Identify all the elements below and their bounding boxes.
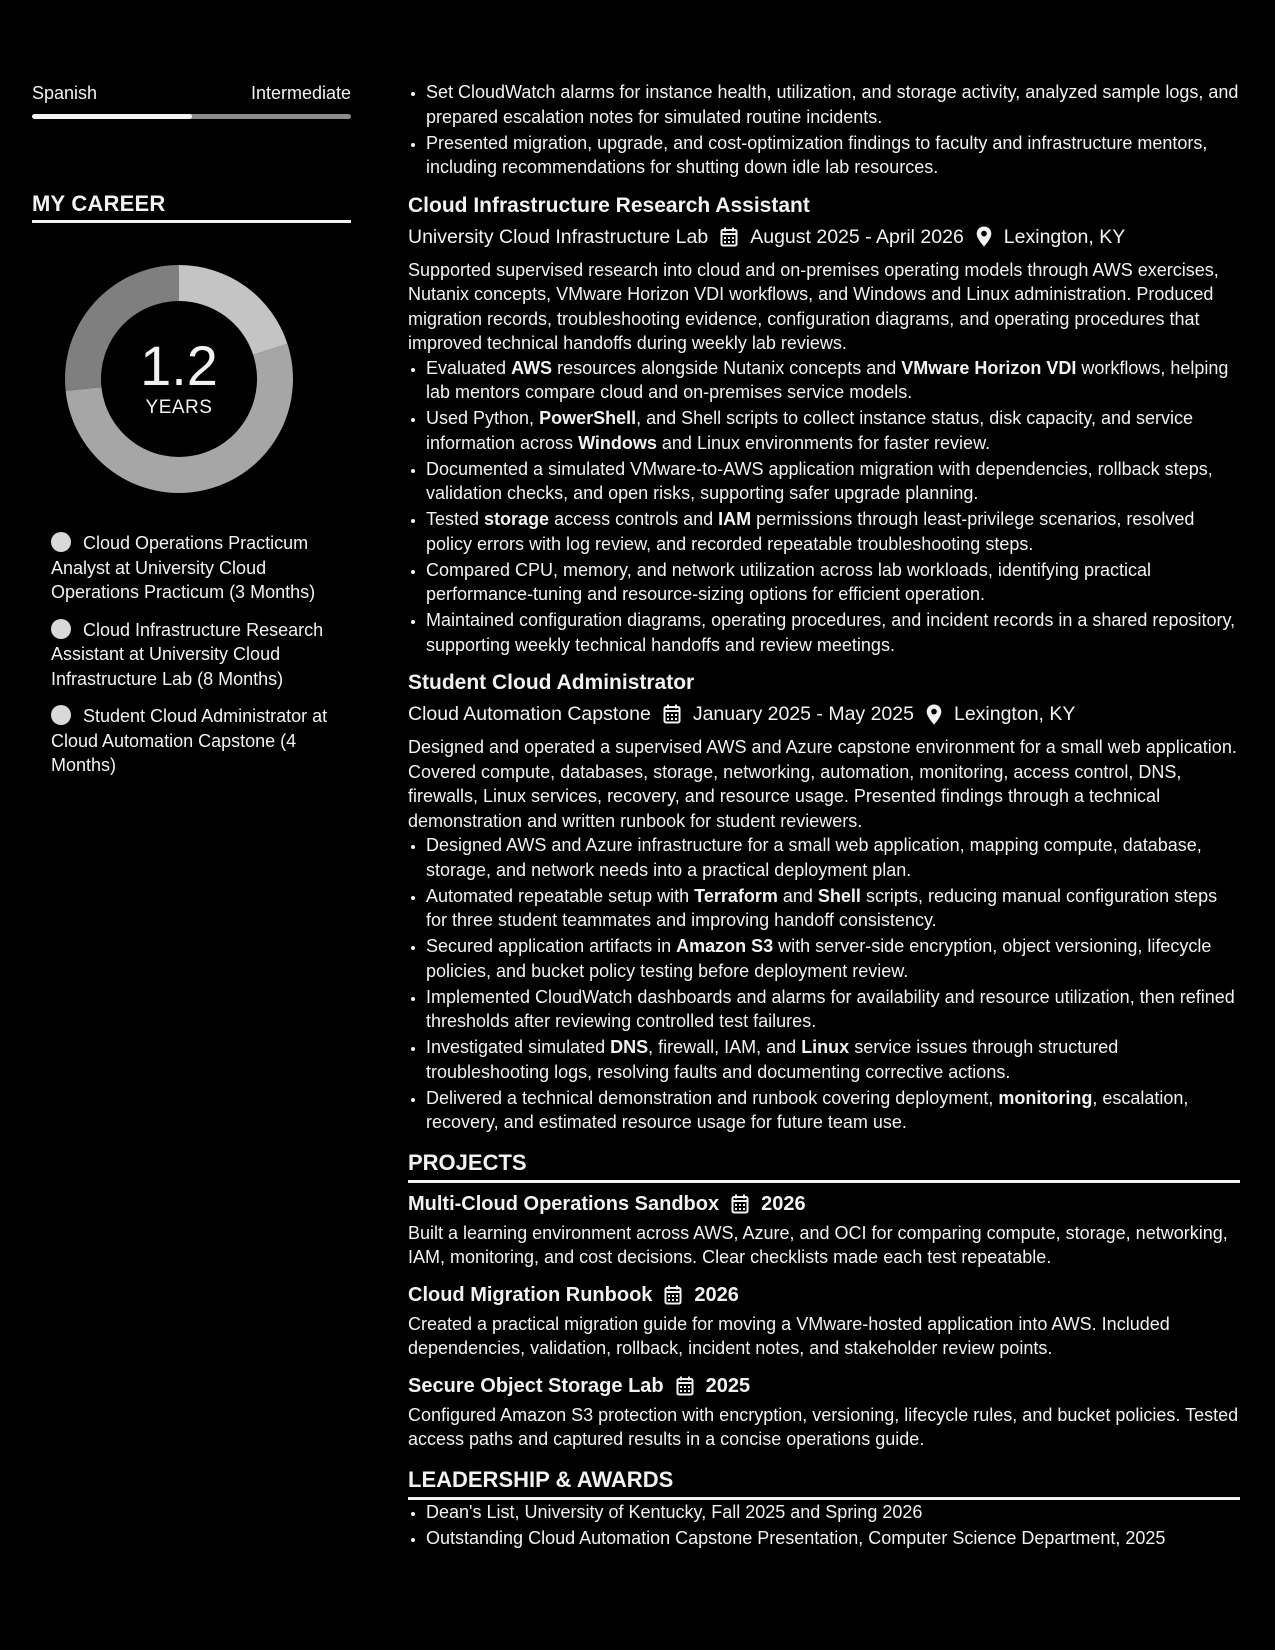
role-title: Student Cloud Administrator	[408, 671, 695, 694]
bullet-item: • Investigated simulated DNS, firewall, IAM, and Linux service issues through structured troubleshooting logs, resolving faults and documenting corrective actions.	[426, 1035, 1240, 1084]
role-dates: August 2025 - April 2026	[750, 225, 964, 248]
bullet-item: • Secured application artifacts in Amazon S3 with server-side encryption, object versioning, lifecycle policies, and bucket policy testing before deployment review.	[426, 934, 1240, 983]
main-content	[408, 80, 1240, 1552]
project-year: 2026	[694, 1283, 739, 1306]
role-bullets	[408, 833, 1240, 1135]
project-title: Cloud Migration Runbook	[408, 1283, 653, 1306]
bullet-item: • Automated repeatable setup with Terraform and Shell scripts, reducing manual configuration steps for three student teammates and improving handoff consistency.	[426, 884, 1240, 933]
project-title: Multi-Cloud Operations Sandbox	[408, 1192, 720, 1215]
role-title: Cloud Infrastructure Research Assistant	[408, 193, 810, 217]
career-donut-chart	[65, 265, 293, 493]
language-row	[32, 82, 351, 104]
language-name: Spanish	[32, 83, 98, 103]
project-entry	[408, 1191, 1240, 1270]
project-title: Secure Object Storage Lab	[408, 1374, 664, 1397]
project-title-row	[408, 1191, 1240, 1218]
legend-label: Student Cloud Administrator at Cloud Automation Capstone (4 Months)	[51, 706, 328, 775]
legend-label: Cloud Infrastructure Research Assistant at University Cloud Infrastructure Lab (8 Months)	[51, 619, 324, 689]
project-description: Configured Amazon S3 protection with encryption, versioning, lifecycle rules, and bucket policies. Tested access paths and captured results in a concise operations guide.	[408, 1404, 1239, 1449]
legend-dot-icon	[51, 619, 71, 639]
role-org: University Cloud Infrastructure Lab	[408, 225, 709, 248]
bullet-item: • Documented a simulated VMware-to-AWS application migration with dependencies, rollback steps, validation checks, and open risks, supporting safer upgrade planning.	[426, 457, 1240, 506]
continued-bullets	[408, 80, 1240, 180]
project-title-row	[408, 1373, 1240, 1400]
calendar-icon	[676, 1376, 694, 1396]
experience-entry	[408, 192, 1240, 658]
language-proficiency-bar	[32, 114, 351, 119]
project-entry	[408, 1373, 1240, 1452]
language-proficiency-fill	[32, 114, 192, 119]
project-description: Created a practical migration guide for moving a VMware-hosted application into AWS. Included dependencies, validation, rollback, incident notes, and stakeholder review points.	[408, 1313, 1170, 1358]
career-total-value: 1.2	[140, 334, 218, 397]
career-total	[65, 334, 293, 419]
legend-dot-icon	[51, 532, 71, 552]
project-year: 2025	[705, 1374, 751, 1397]
sidebar	[32, 82, 351, 791]
calendar-icon	[664, 1285, 682, 1305]
calendar-icon	[731, 1194, 749, 1214]
award-item: • Dean's List, University of Kentucky, Fall 2025 and Spring 2026	[426, 1500, 1240, 1525]
bullet-item: • Used Python, PowerShell, and Shell scripts to collect instance status, disk capacity, and service information across Windows and Linux environments for faster review.	[426, 406, 1240, 455]
award-item: • Outstanding Cloud Automation Capstone Presentation, Computer Science Department, 2025	[426, 1526, 1240, 1551]
career-heading: MY CAREER	[32, 191, 351, 223]
legend-item	[51, 531, 351, 605]
projects-heading: PROJECTS	[408, 1149, 1240, 1183]
bullet-item: • Evaluated AWS resources alongside Nutanix concepts and VMware Horizon VDI workflows, helping lab mentors compare cloud and on-premises service models.	[426, 356, 1240, 405]
awards-list	[408, 1500, 1240, 1551]
bullet-item: • Tested storage access controls and IAM permissions through least-privilege scenarios, resolved policy errors with log review, and recorded repeatable troubleshooting steps.	[426, 507, 1240, 556]
role-bullets	[408, 356, 1240, 658]
legend-label: Cloud Operations Practicum Analyst at University Cloud Operations Practicum (3 Months)	[51, 533, 316, 602]
calendar-icon	[663, 704, 681, 724]
map-pin-icon	[976, 226, 992, 247]
role-description: Designed and operated a supervised AWS and Azure capstone environment for a small web application. Covered compute, databases, storage, networking, automation, monitoring, access control, DNS, firewalls, Linux services, recovery, and resource usage. Presented findings through a technical demonstration and written runbook for student reviewers.	[408, 737, 1237, 831]
project-title-row	[408, 1282, 1240, 1309]
bullet-item: • Set CloudWatch alarms for instance health, utilization, and storage activity, analyzed sample logs, and prepared escalation notes for simulated routine incidents.	[426, 80, 1240, 129]
bullet-item: • Implemented CloudWatch dashboards and alarms for availability and resource utilization, then refined thresholds after reviewing controlled test failures.	[426, 985, 1240, 1034]
bullet-item: • Presented migration, upgrade, and cost-optimization findings to faculty and infrastructure mentors, including recommendations for shutting down idle lab resources.	[426, 131, 1240, 180]
legend-item	[51, 618, 351, 692]
calendar-icon	[720, 227, 738, 247]
project-description: Built a learning environment across AWS, Azure, and OCI for comparing compute, storage, networking, IAM, monitoring, and cost decisions. Clear checklists made each test repeatable.	[408, 1222, 1228, 1267]
experience-entry	[408, 669, 1240, 1135]
role-org: Cloud Automation Capstone	[408, 703, 651, 725]
bullet-item: • Delivered a technical demonstration and runbook covering deployment, monitoring, escalation, recovery, and estimated resource usage for future team use.	[426, 1086, 1240, 1135]
role-description: Supported supervised research into cloud and on-premises operating models through AWS exercises, Nutanix concepts, VMware Horizon VDI workflows, and Windows and Linux administration. Produced migration records, troubleshooting evidence, configuration diagrams, and operating procedures that improved technical handoffs during weekly lab reviews.	[408, 259, 1219, 353]
career-legend	[32, 531, 351, 778]
awards-heading: LEADERSHIP & AWARDS	[408, 1466, 1240, 1500]
legend-item	[51, 704, 351, 778]
project-year: 2026	[761, 1192, 806, 1215]
role-location: Lexington, KY	[1003, 225, 1126, 248]
role-meta	[408, 223, 1240, 251]
role-location: Lexington, KY	[953, 703, 1076, 725]
project-entry	[408, 1282, 1240, 1361]
role-meta	[408, 700, 1240, 728]
career-total-unit: YEARS	[145, 397, 213, 418]
bullet-item: • Compared CPU, memory, and network utilization across lab workloads, identifying practical performance-tuning and resource-sizing options for efficient operation.	[426, 558, 1240, 607]
legend-dot-icon	[51, 705, 71, 725]
language-level: Intermediate	[250, 83, 351, 103]
bullet-item: • Maintained configuration diagrams, operating procedures, and incident records in a shared repository, supporting weekly technical handoffs and review meetings.	[426, 608, 1240, 657]
role-dates: January 2025 - May 2025	[692, 703, 914, 725]
bullet-item: • Designed AWS and Azure infrastructure for a small web application, mapping compute, database, storage, and network needs into a practical deployment plan.	[426, 833, 1240, 882]
map-pin-icon	[926, 704, 942, 725]
